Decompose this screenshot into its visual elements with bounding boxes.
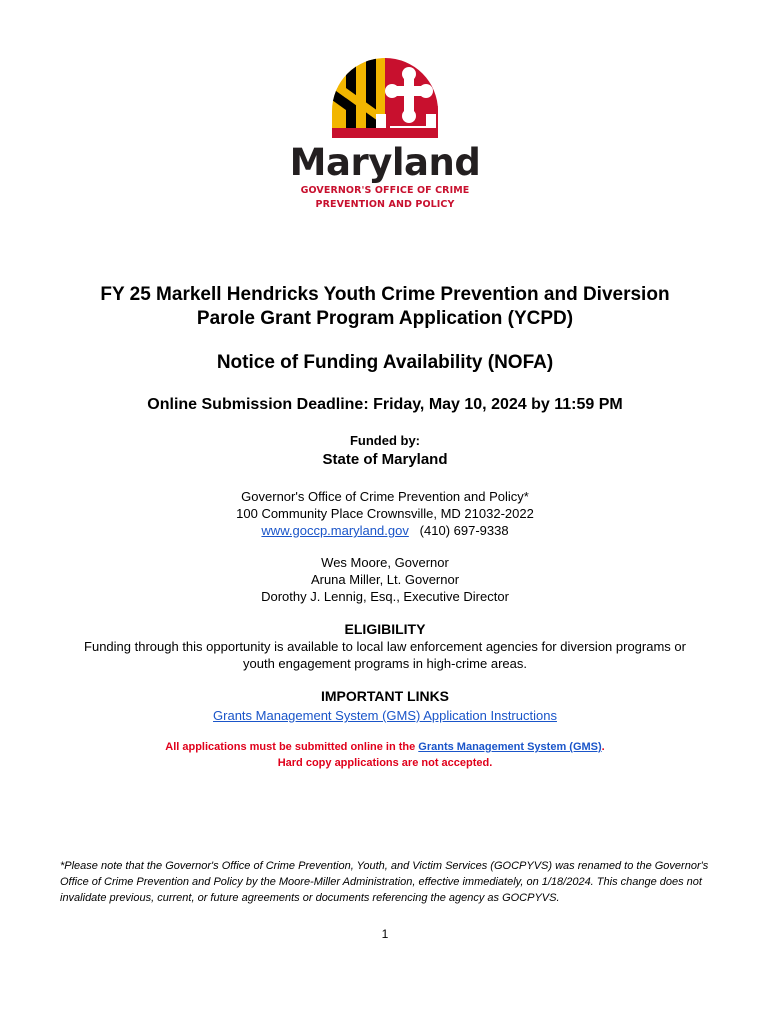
- maryland-logo: [285, 58, 485, 218]
- page-number: 1: [381, 927, 389, 941]
- important-links-list: [0, 707, 770, 724]
- gms-link[interactable]: Grants Management System (GMS): [418, 741, 602, 753]
- office-name: Governor's Office of Crime Prevention and Policy*: [241, 489, 529, 504]
- eligibility-line-1: Funding through this opportunity is available to local law enforcement agencies for diversion programs or: [84, 639, 686, 654]
- eligibility-heading: ELIGIBILITY: [344, 621, 426, 637]
- logo-subline-2: PREVENTION AND POLICY: [315, 199, 455, 210]
- office-contact: [0, 522, 770, 539]
- maryland-flag-mark-icon: [332, 58, 438, 138]
- gms-instructions-link[interactable]: Grants Management System (GMS) Application Instructions: [213, 708, 557, 723]
- office-address: 100 Community Place Crownsville, MD 21032-2022: [236, 506, 534, 521]
- submission-notice: [0, 739, 770, 771]
- page-title: [0, 283, 770, 331]
- title-line-2: Parole Grant Program Application (YCPD): [196, 308, 574, 329]
- logo-subline-1: GOVERNOR'S OFFICE OF CRIME: [300, 185, 470, 196]
- title-line-1: FY 25 Markell Hendricks Youth Crime Prevention and Diversion: [100, 284, 670, 305]
- rename-footnote: *Please note that the Governor's Office of Crime Prevention, Youth, and Victim Services (GOCPYVS) was renamed to the Governor's Office of Crime Prevention and Policy by the Moore-Miller Administration, effective immediately, on 1/18/2024. This change does not invalidate previous, current, or future agreements or documents referencing the agency as GOCPYVS.: [60, 860, 709, 904]
- submission-notice-line-1: [0, 739, 770, 755]
- submission-notice-line-2: Hard copy applications are not accepted.: [277, 757, 493, 769]
- eligibility-line-2: youth engagement programs in high-crime areas.: [243, 656, 527, 671]
- office-website-link[interactable]: www.goccp.maryland.gov: [261, 523, 409, 538]
- funder-name: State of Maryland: [322, 451, 448, 468]
- submission-deadline: Online Submission Deadline: Friday, May 10, 2024 by 11:59 PM: [147, 396, 623, 413]
- official-governor: Wes Moore, Governor: [321, 555, 449, 570]
- office-block: [0, 488, 770, 539]
- official-director: Dorothy J. Lennig, Esq., Executive Director: [261, 589, 509, 604]
- nofa-title: Notice of Funding Availability (NOFA): [216, 352, 554, 373]
- office-phone: (410) 697-9338: [419, 523, 509, 538]
- important-links-heading: IMPORTANT LINKS: [320, 688, 450, 704]
- notice-prefix: All applications must be submitted online in the: [165, 741, 419, 753]
- eligibility-text: [0, 638, 770, 672]
- funded-by-label: Funded by:: [349, 433, 421, 448]
- logo-wordmark: Maryland: [289, 141, 481, 184]
- officials-block: [0, 554, 770, 605]
- official-lt-governor: Aruna Miller, Lt. Governor: [310, 572, 460, 587]
- notice-suffix: .: [601, 741, 605, 753]
